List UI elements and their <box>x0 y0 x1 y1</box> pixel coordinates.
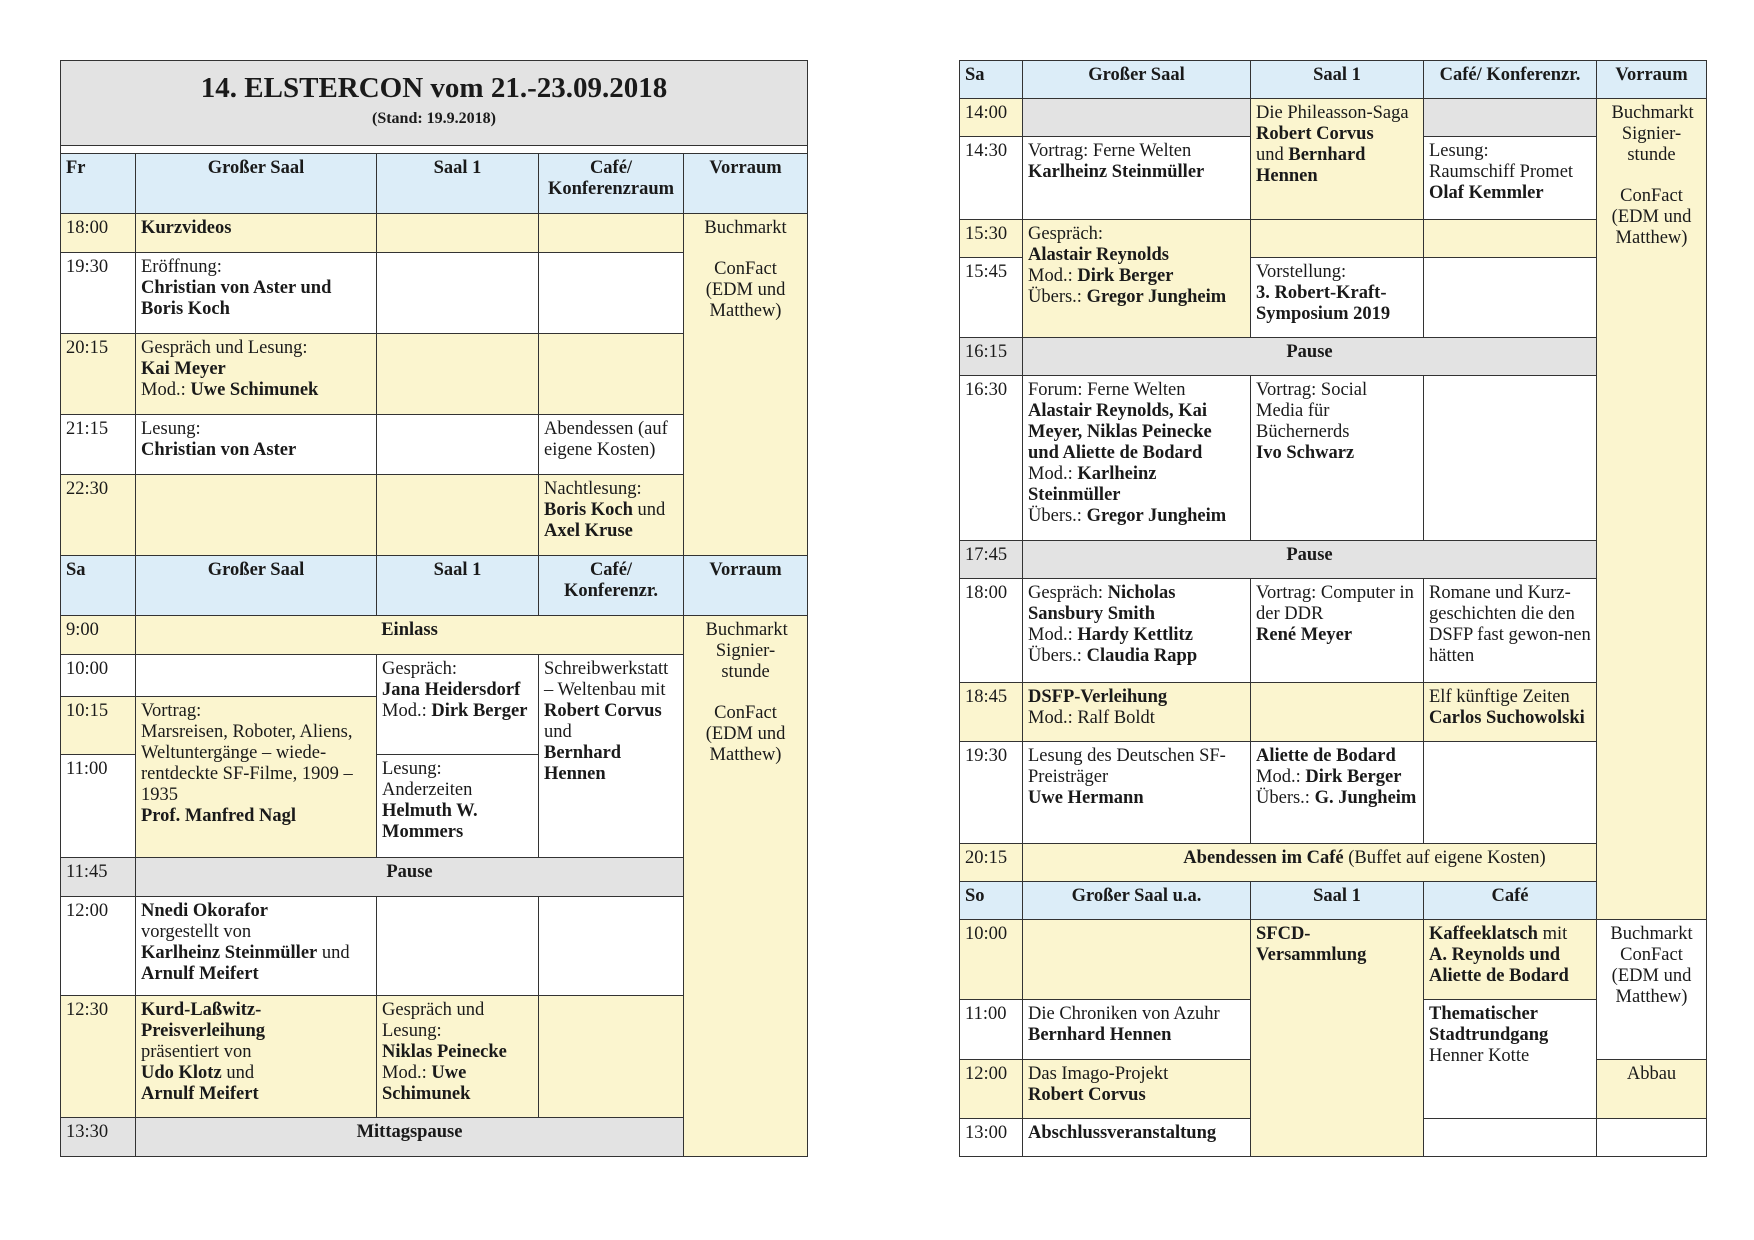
event-cell: Lesung: Raumschiff Promet Olaf Kemmler <box>1424 137 1597 220</box>
row-1630 <box>960 376 1707 541</box>
event-cell: Kurd-Laßwitz-Preisverleihung präsentiert von Udo Klotz und Arnulf Meifert <box>136 996 377 1118</box>
row-2015 <box>960 844 1707 882</box>
vorraum-text: Buchmarkt Signier-stunde <box>1611 103 1694 165</box>
row-1845 <box>960 683 1707 742</box>
time-cell: 18:00 <box>960 579 1023 683</box>
abbau-cell: Abbau <box>1597 1060 1707 1119</box>
time-cell: 10:00 <box>61 655 136 697</box>
time-cell: 15:45 <box>960 258 1023 338</box>
header-saal1: Saal 1 <box>1251 882 1424 920</box>
event-cell: Lesung: Christian von Aster <box>136 415 377 475</box>
time-cell: 14:30 <box>960 137 1023 220</box>
vorraum-text: ConFact (EDM und Matthew) <box>705 703 786 765</box>
einlass-cell: Einlass <box>136 616 684 655</box>
header-saal1: Saal 1 <box>377 154 539 214</box>
event-cell: Vortrag: Computer in der DDR René Meyer <box>1251 579 1424 683</box>
time-cell: 11:00 <box>61 755 136 858</box>
page-subtitle: (Stand: 19.9.2018) <box>372 110 497 127</box>
event-cell: Gespräch und Lesung: Niklas Peinecke Mod.: Uwe Schimunek <box>377 996 539 1118</box>
event-cell: Forum: Ferne Welten Alastair Reynolds, Kai Meyer, Niklas Peinecke und Aliette de Bodard Mod.: Karlheinz Steinmüller Übers.: Gregor Jungheim <box>1023 376 1251 541</box>
event-cell: Nnedi Okorafor vorgestellt von Karlheinz Steinmüller und Arnulf Meifert <box>136 897 377 996</box>
time-cell: 10:15 <box>61 697 136 755</box>
sa-row-0900 <box>61 616 808 655</box>
right-schedule-table <box>959 60 1707 1157</box>
header-grosser-saal: Großer Saal <box>136 556 377 616</box>
fr-vorraum-cell <box>684 214 808 556</box>
event-cell: Vortrag: Ferne Welten Karlheinz Steinmüller <box>1023 137 1251 220</box>
event-cell: Gespräch: Nicholas Sansbury Smith Mod.: Hardy Kettlitz Übers.: Claudia Rapp <box>1023 579 1251 683</box>
vorraum-text: ConFact (EDM und Matthew) <box>705 259 786 321</box>
row-1930 <box>960 742 1707 844</box>
fr-header-row <box>61 154 808 214</box>
header-cafe: Café/ Konferenzr. <box>539 556 684 616</box>
day-label-sa: Sa <box>61 556 136 616</box>
event-cell: Das Imago-Projekt Robert Corvus <box>1023 1060 1251 1119</box>
time-cell: 18:00 <box>61 214 136 253</box>
header-cafe: Café <box>1424 882 1597 920</box>
event-cell: DSFP-Verleihung Mod.: Ralf Boldt <box>1023 683 1251 742</box>
event-cell: Nachtlesung: Boris Koch und Axel Kruse <box>539 475 684 556</box>
abendessen-cell: Abendessen im Café (Buffet auf eigene Kosten) <box>1023 844 1707 882</box>
row-1745 <box>960 541 1707 579</box>
time-cell: 19:30 <box>61 253 136 334</box>
event-cell: Abschlussveranstaltung <box>1023 1119 1251 1157</box>
day-label-sa: Sa <box>960 61 1023 99</box>
event-cell: Kurzvideos <box>136 214 377 253</box>
time-cell: 17:45 <box>960 541 1023 579</box>
sa-vorraum-cell <box>684 616 808 1157</box>
title-row <box>61 61 808 146</box>
pause-cell: Pause <box>136 858 684 897</box>
header-saal1: Saal 1 <box>1251 61 1424 99</box>
time-cell: 12:00 <box>960 1060 1023 1119</box>
event-cell: Lesung: Anderzeiten Helmuth W. Mommers <box>377 755 539 858</box>
header-saal1: Saal 1 <box>377 556 539 616</box>
event-cell: Schreibwerkstatt – Weltenbau mit Robert Corvus und Bernhard Hennen <box>539 655 684 858</box>
time-cell: 18:45 <box>960 683 1023 742</box>
event-cell: Vortrag: Marsreisen, Roboter, Aliens, Weltuntergänge – wiede-rentdeckte SF-Filme, 1909 – 1935 Prof. Manfred Nagl <box>136 697 377 858</box>
time-cell: 19:30 <box>960 742 1023 844</box>
event-cell: Die Phileasson-Saga Robert Corvus und Bernhard Hennen <box>1251 99 1424 220</box>
time-cell: 13:30 <box>61 1118 136 1157</box>
event-cell: Die Chroniken von Azuhr Bernhard Hennen <box>1023 1000 1251 1060</box>
row-1400 <box>960 99 1707 137</box>
page-title: 14. ELSTERCON vom 21.-23.09.2018 <box>200 72 668 104</box>
day-label-fr: Fr <box>61 154 136 214</box>
time-cell: 12:30 <box>61 996 136 1118</box>
fr-row-1800 <box>61 214 808 253</box>
time-cell: 9:00 <box>61 616 136 655</box>
time-cell: 12:00 <box>61 897 136 996</box>
header-cafe: Café/ Konferenzr. <box>1424 61 1597 99</box>
time-cell: 14:00 <box>960 99 1023 137</box>
header-grosser-saal: Großer Saal <box>1023 61 1251 99</box>
event-cell: Thematischer Stadtrundgang Henner Kotte <box>1424 1000 1597 1119</box>
event-cell: Lesung des Deutschen SF-Preisträger Uwe Hermann <box>1023 742 1251 844</box>
vorraum-text: Buchmarkt <box>704 218 787 238</box>
header-cafe: Café/ Konferenzraum <box>539 154 684 214</box>
time-cell: 13:00 <box>960 1119 1023 1157</box>
left-schedule-table <box>60 60 808 1157</box>
event-cell: Elf künftige Zeiten Carlos Suchowolski <box>1424 683 1597 742</box>
event-cell: Kaffeeklatsch mit A. Reynolds und Aliette de Bodard <box>1424 920 1597 1000</box>
time-cell: 11:45 <box>61 858 136 897</box>
row-1615 <box>960 338 1707 376</box>
vorraum-text: ConFact (EDM und Matthew) <box>1611 186 1692 248</box>
event-cell: Gespräch und Lesung: Kai Meyer Mod.: Uwe Schimunek <box>136 334 377 415</box>
time-cell: 20:15 <box>960 844 1023 882</box>
so-header-row <box>960 882 1707 920</box>
header-vorraum: Vorraum <box>684 154 808 214</box>
row-1530 <box>960 220 1707 258</box>
time-cell: 22:30 <box>61 475 136 556</box>
time-cell: 15:30 <box>960 220 1023 258</box>
event-cell: Vorstellung: 3. Robert-Kraft-Symposium 2019 <box>1251 258 1424 338</box>
time-cell: 16:30 <box>960 376 1023 541</box>
event-cell: Aliette de Bodard Mod.: Dirk Berger Übers.: G. Jungheim <box>1251 742 1424 844</box>
so-vorraum-cell: Buchmarkt ConFact (EDM und Matthew) <box>1597 920 1707 1060</box>
event-cell: Eröffnung: Christian von Aster und Boris Koch <box>136 253 377 334</box>
event-cell: Abendessen (auf eigene Kosten) <box>539 415 684 475</box>
header-grosser-saal: Großer Saal u.a. <box>1023 882 1251 920</box>
vorraum-text: Buchmarkt Signier-stunde <box>705 620 788 682</box>
event-cell: Gespräch: Alastair Reynolds Mod.: Dirk Berger Übers.: Gregor Jungheim <box>1023 220 1251 338</box>
pause-cell: Pause <box>1023 338 1597 376</box>
pause-cell: Pause <box>1023 541 1597 579</box>
time-cell: 16:15 <box>960 338 1023 376</box>
time-cell: 20:15 <box>61 334 136 415</box>
header-vorraum: Vorraum <box>684 556 808 616</box>
event-cell: Romane und Kurz-geschichten die den DSFP fast gewon-nen hätten <box>1424 579 1597 683</box>
header-grosser-saal: Großer Saal <box>136 154 377 214</box>
sa-header-row <box>960 61 1707 99</box>
day-label-so: So <box>960 882 1023 920</box>
row-1800 <box>960 579 1707 683</box>
time-cell: 10:00 <box>960 920 1023 1000</box>
header-vorraum: Vorraum <box>1597 61 1707 99</box>
sa-header-row <box>61 556 808 616</box>
time-cell: 11:00 <box>960 1000 1023 1060</box>
event-cell: SFCD-Versammlung <box>1251 920 1424 1157</box>
pause-cell: Mittagspause <box>136 1118 684 1157</box>
event-cell: Gespräch: Jana Heidersdorf Mod.: Dirk Berger <box>377 655 539 755</box>
event-cell: Vortrag: Social Media für Büchernerds Ivo Schwarz <box>1251 376 1424 541</box>
time-cell: 21:15 <box>61 415 136 475</box>
vorraum-cell <box>1597 99 1707 920</box>
so-row-1000 <box>960 920 1707 1000</box>
